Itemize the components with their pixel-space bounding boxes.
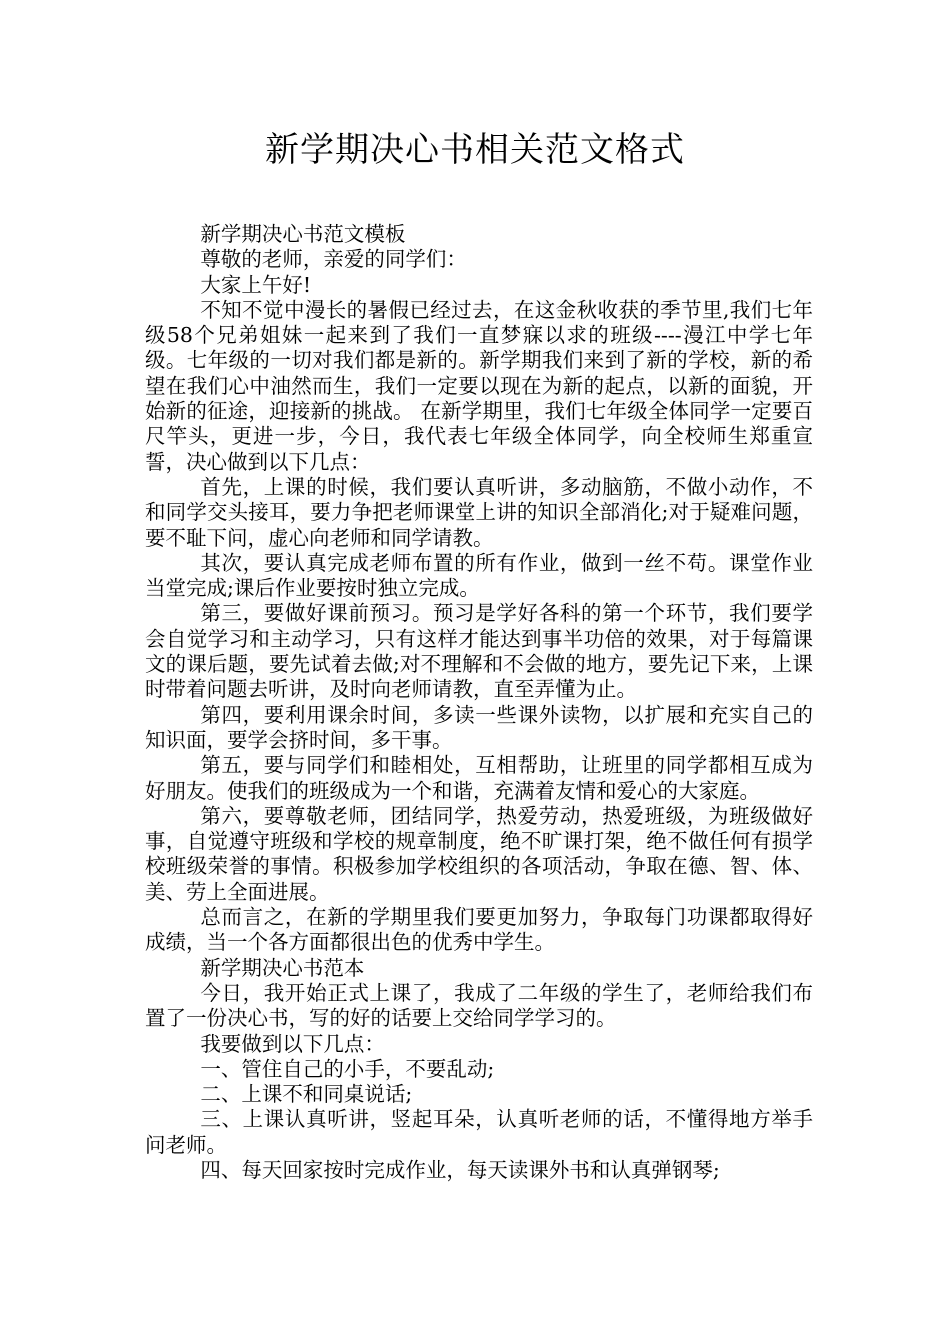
paragraph: 第五，要与同学们和睦相处，互相帮助，让班里的同学都相互成为好朋友。使我们的班级成为一个和谐，充满着友情和爱心的大家庭。 bbox=[145, 753, 813, 803]
list-item: 一、管住自己的小手，不要乱动; bbox=[200, 1056, 495, 1081]
paragraph: 不知不觉中漫长的暑假已经过去，在这金秋收获的季节里,我们七年级58个兄弟姐妹一起来到了我们一直梦寐以求的班级----漫江中学七年级。七年级的一切对我们都是新的。新学期我们来到了新的学校，新的希望在我们心中油然而生，我们一定要以现在为新的起点，以新的面貌，开始新的征途，迎接新的挑战。 在新学期里，我们七年级全体同学一定要百尺竿头，更进一步，今日，我代表七年级全体同学，向全校师生郑重宣誓，决心做到以下几点： bbox=[145, 297, 813, 474]
paragraph: 总而言之，在新的学期里我们要更加努力，争取每门功课都取得好成绩，当一个各方面都很出色的优秀中学生。 bbox=[145, 905, 813, 955]
document-body bbox=[145, 222, 813, 1183]
paragraph: 第三，要做好课前预习。预习是学好各科的第一个环节，我们要学会自觉学习和主动学习，只有这样才能达到事半功倍的效果，对于每篇课文的课后题，要先试着去做;对不理解和不会做的地方，要先记下来，上课时带着问题去听讲，及时向老师请教，直至弄懂为止。 bbox=[145, 601, 813, 702]
list-item: 四、每天回家按时完成作业，每天读课外书和认真弹钢琴; bbox=[200, 1157, 720, 1182]
section-heading: 新学期决心书范文模板 bbox=[200, 222, 406, 246]
list-item: 三、上课认真听讲，竖起耳朵，认真听老师的话，不懂得地方举手问老师。 bbox=[145, 1107, 813, 1157]
paragraph: 首先，上课的时候，我们要认真听讲，多动脑筋，不做小动作，不和同学交头接耳，要力争把老师课堂上讲的知识全部消化;对于疑难问题，要不耻下问，虚心向老师和同学请教。 bbox=[145, 474, 813, 550]
paragraph: 第六，要尊敬老师，团结同学，热爱劳动，热爱班级，为班级做好事，自觉遵守班级和学校的规章制度，绝不旷课打架，绝不做任何有损学校班级荣誉的事情。积极参加学校组织的各项活动，争取在德、智、体、美、劳上全面进展。 bbox=[145, 803, 813, 904]
greeting: 大家上午好! bbox=[200, 272, 312, 297]
salutation: 尊敬的老师，亲爱的同学们： bbox=[200, 247, 467, 272]
paragraph: 今日，我开始正式上课了，我成了二年级的学生了，老师给我们布置了一份决心书，写的好的话要上交给同学学习的。 bbox=[145, 980, 813, 1031]
paragraph: 我要做到以下几点： bbox=[200, 1031, 385, 1056]
document-title: 新学期决心书相关范文格式 bbox=[265, 130, 685, 170]
paragraph: 其次，要认真完成老师布置的所有作业，做到一丝不苟。课堂作业当堂完成;课后作业要按时独立完成。 bbox=[145, 550, 813, 601]
section-heading: 新学期决心书范本 bbox=[200, 955, 365, 980]
list-item: 二、上课不和同桌说话; bbox=[200, 1082, 413, 1107]
paragraph: 第四，要利用课余时间，多读一些课外读物，以扩展和充实自己的知识面，要学会挤时间，多干事。 bbox=[145, 702, 813, 752]
